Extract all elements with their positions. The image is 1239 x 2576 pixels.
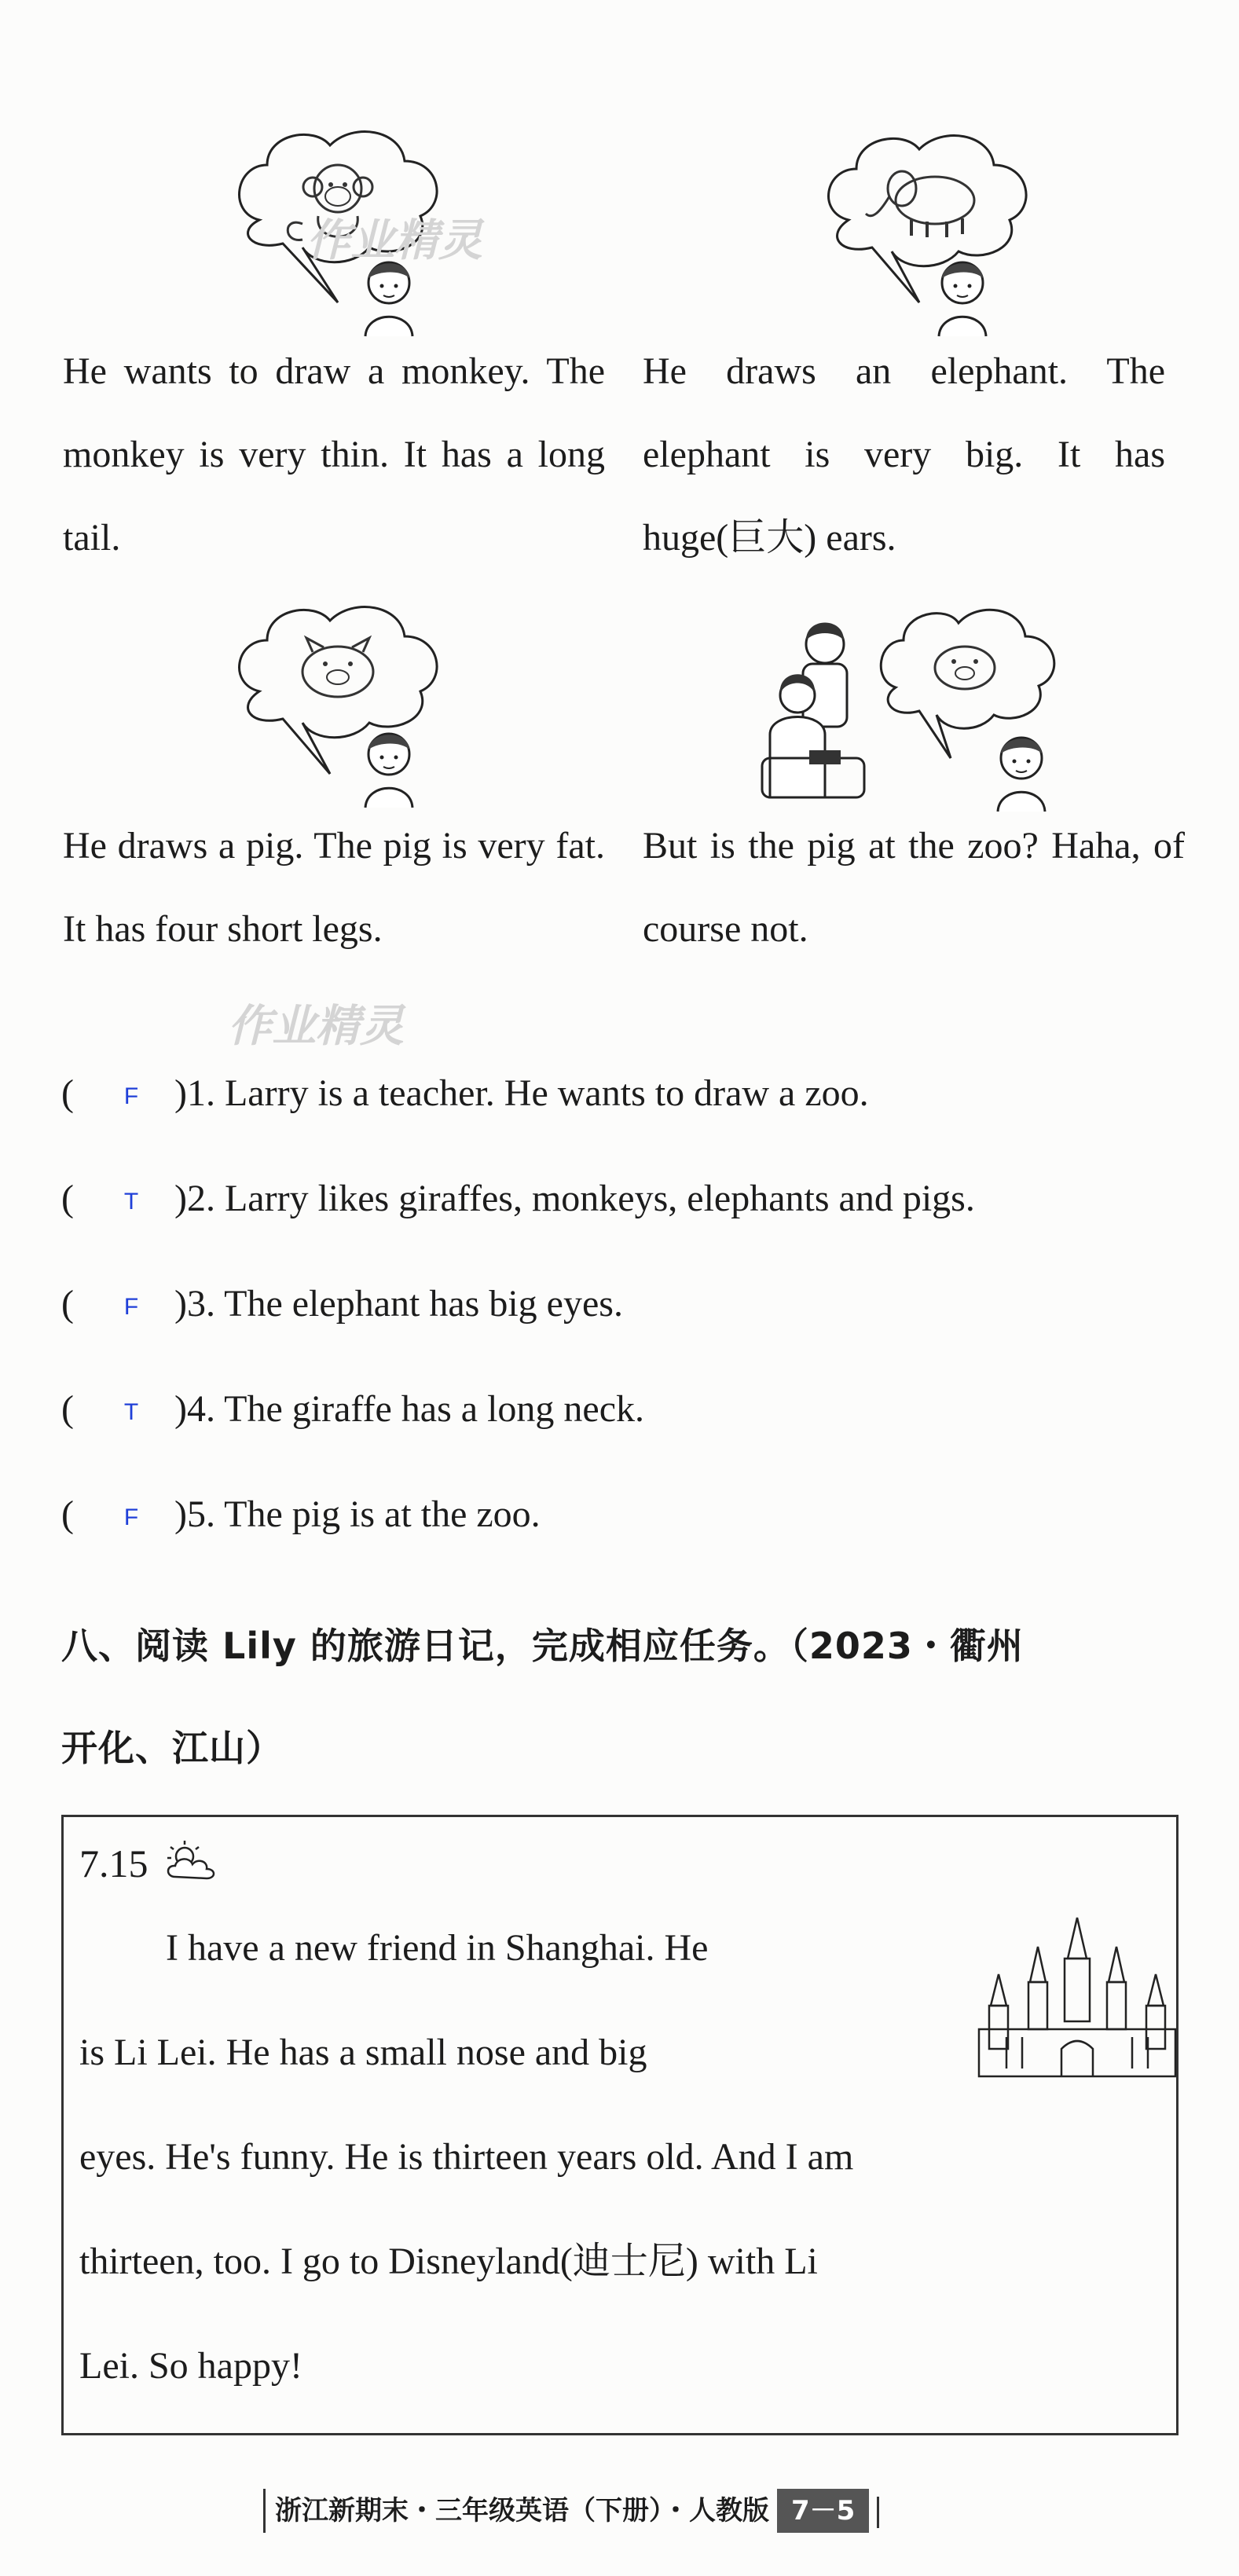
question-text: )2. Larry likes giraffes, monkeys, elephants and pigs. <box>174 1178 975 1219</box>
boy-icon <box>990 727 1053 813</box>
question-3: ( F )3. The elephant has big eyes. <box>61 1283 623 1325</box>
castle-icon <box>975 1911 1179 2092</box>
answer-field[interactable]: F <box>123 1504 139 1530</box>
diary-line: eyes. He's funny. He is thirteen years old. And I am <box>79 2136 854 2178</box>
parents-pig-illustration <box>754 601 1069 813</box>
diary-date: 7.15 <box>79 1839 224 1886</box>
answer-field[interactable]: F <box>123 1083 139 1109</box>
boy-icon <box>357 723 420 809</box>
section-title <box>61 1595 1193 1799</box>
diary-line: I have a new friend in Shanghai. He <box>166 1927 709 1969</box>
story-left-1: He wants to draw a monkey. The monkey is very thin. It has a long tail. <box>63 350 605 559</box>
question-text: )1. Larry is a teacher. He wants to draw a zoo. <box>174 1072 869 1114</box>
page-number: 7－5 <box>777 2489 869 2533</box>
answer-field[interactable]: F <box>123 1293 139 1320</box>
section-title-line1: 八、阅读 Lily 的旅游日记，完成相应任务。（2023・衢州 <box>61 1625 1024 1667</box>
question-text: )3. The elephant has big eyes. <box>174 1283 623 1325</box>
pig-thought-illustration <box>228 597 464 809</box>
boy-icon <box>931 251 994 338</box>
story-left-2: He draws a pig. The pig is very fat. It has four short legs. <box>63 825 605 950</box>
footer-title: 浙江新期末・三年级英语（下册）・人教版 <box>263 2489 769 2533</box>
question-4: ( T )4. The giraffe has a long neck. <box>61 1388 645 1430</box>
watermark: 作业精灵 <box>306 215 482 266</box>
question-text: )5. The pig is at the zoo. <box>174 1493 541 1535</box>
question-text: )4. The giraffe has a long neck. <box>174 1388 645 1430</box>
question-2: ( T )2. Larry likes giraffes, monkeys, elephants and pigs. <box>61 1178 975 1219</box>
question-1: ( F )1. Larry is a teacher. He wants to draw a zoo. <box>61 1072 869 1114</box>
story-right-1: He draws an elephant. The elephant is very big. It has huge(巨大) ears. <box>643 350 1165 559</box>
story-right-2: But is the pig at the zoo? Haha, of course not. <box>643 825 1185 950</box>
pig-thought-bubble <box>228 597 464 809</box>
answer-field[interactable]: T <box>123 1188 139 1215</box>
watermark: 作业精灵 <box>228 1001 404 1052</box>
answer-field[interactable]: T <box>123 1398 139 1425</box>
question-5: ( F )5. The pig is at the zoo. <box>61 1493 541 1535</box>
diary-line: thirteen, too. I go to Disneyland(迪士尼) with Li <box>79 2241 818 2282</box>
page-footer <box>263 2489 879 2533</box>
section-title-line2: 开化、江山） <box>61 1727 283 1769</box>
sun-cloud-icon <box>161 1839 224 1883</box>
diary-line: is Li Lei. He has a small nose and big <box>79 2032 647 2073</box>
diary-line: Lei. So happy! <box>79 2345 302 2387</box>
footer-divider <box>877 2497 879 2528</box>
elephant-thought-illustration <box>817 126 1053 338</box>
diary-box <box>61 1815 1179 2435</box>
